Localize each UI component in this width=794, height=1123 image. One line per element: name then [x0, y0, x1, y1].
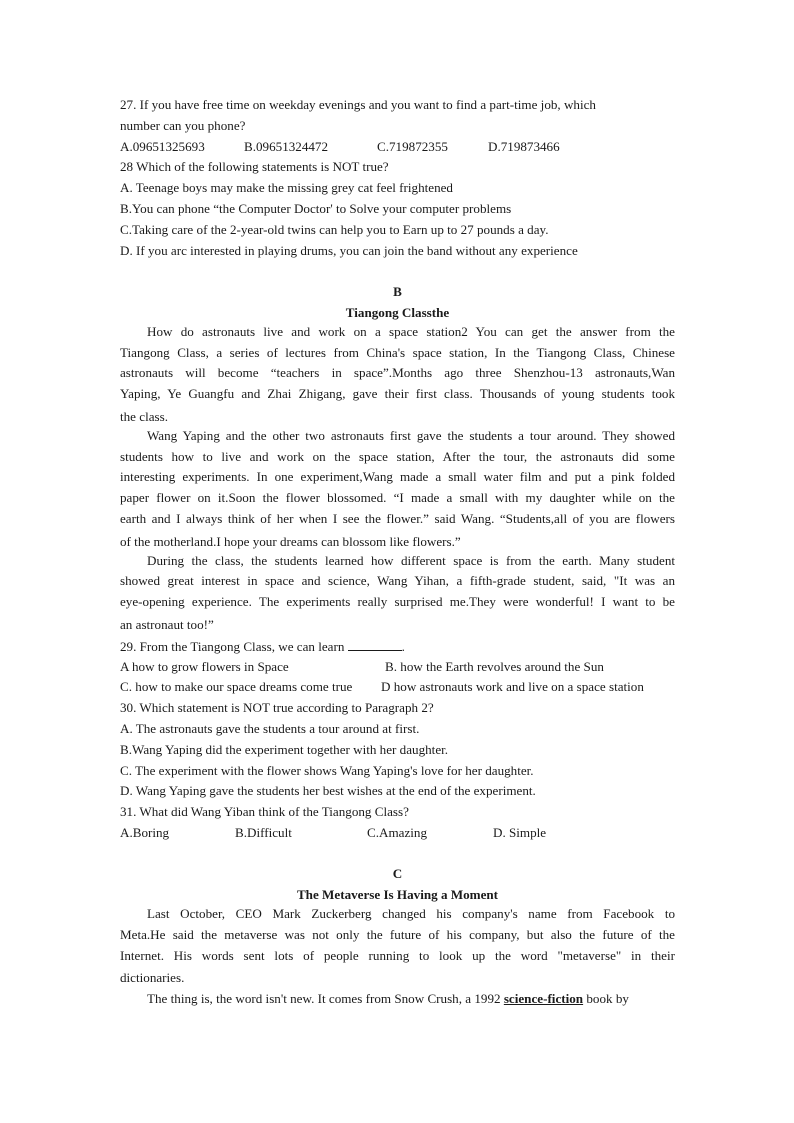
question-28-option-d: D. If you arc interested in playing drums, you can join the band without any experience: [120, 242, 578, 258]
paragraph-line: Tiangong Class, a series of lectures from China's space station, In the Tiangong Class, Chinese: [120, 344, 675, 360]
answer-blank: [348, 636, 402, 651]
paragraph-line: How do astronauts live and work on a space station2 You can get the answer from the: [147, 323, 675, 339]
section-b-letter: B: [393, 284, 402, 300]
question-29-options-row-2: [120, 677, 675, 698]
paragraph-line: showed great interest in space and science, Wang Yihan, a fifth-grade student, said, "It was an: [120, 573, 675, 589]
option-c: C. how to make our space dreams come true: [120, 679, 353, 695]
text-after-highlight: book by: [586, 991, 629, 1007]
paragraph-line: of the motherland.I hope your dreams can blossom like flowers.”: [120, 533, 461, 549]
section-c-paragraph-1: [120, 906, 675, 989]
paragraph-line: students how to live and work on the space station, After the tour, the astronauts did some: [120, 448, 675, 464]
option-b: B. how the Earth revolves around the Sun: [385, 658, 604, 674]
question-29-options-row-1: [120, 657, 675, 678]
question-28-option-a: A. Teenage boys may make the missing grey cat feel frightened: [120, 180, 453, 196]
question-30-option-d: D. Wang Yaping gave the students her best wishes at the end of the experiment.: [120, 783, 536, 799]
section-b-paragraph-1: [120, 324, 675, 428]
option-d: D. Simple: [493, 824, 547, 840]
spacer: [120, 844, 675, 865]
question-28-option-c: C.Taking care of the 2-year-old twins can help you to Earn up to 27 pounds a day.: [120, 221, 549, 237]
option-a: A.Boring: [120, 824, 170, 840]
paragraph-line: astronauts will become “teachers in space”.Months ago three Shenzhou-13 astronauts,Wan: [120, 365, 675, 381]
section-c-letter: C: [392, 866, 403, 882]
question-30-option-a: A. The astronauts gave the students a tour around at first.: [120, 720, 420, 736]
option-c: C.719872355: [377, 138, 448, 154]
section-b-title: Tiangong Classthe: [345, 304, 450, 320]
question-31-options: [120, 823, 675, 844]
option-b: B.09651324472: [244, 138, 329, 154]
paragraph-line: eye-opening experience. The experiments really surprised me.They were wonderful! I want to be: [120, 594, 675, 610]
spacer: [120, 261, 675, 282]
section-b-paragraph-3: [120, 553, 675, 636]
paragraph-line: dictionaries.: [120, 970, 185, 986]
question-30-option-b: B.Wang Yaping did the experiment together with her daughter.: [120, 741, 449, 757]
paragraph-line: the class.: [120, 408, 168, 424]
option-a: A how to grow flowers in Space: [120, 658, 289, 674]
paragraph-line: interesting experiments. In one experiment,Wang made a small water film and put a pink folded: [120, 469, 675, 485]
question-30-option-c: C. The experiment with the flower shows Wang Yaping's love for her daughter.: [120, 762, 534, 778]
section-c-title: The Metaverse Is Having a Moment: [296, 887, 499, 903]
question-27-stem: 27. If you have free time on weekday evenings and you want to find a part-time job, which: [120, 97, 596, 112]
paragraph-line: Internet. His words sent lots of people running to look up the word "metaverse" in their: [120, 947, 675, 963]
option-c: C.Amazing: [367, 824, 428, 840]
paragraph-line: During the class, the students learned how different space is from the earth. Many student: [147, 552, 675, 568]
paragraph-line: Meta.He said the metaverse was not only the future of his company, but also the future of the: [120, 926, 675, 942]
paragraph-line: an astronaut too!”: [120, 616, 214, 632]
paragraph-line: Wang Yaping and the other two astronauts first gave the students a tour around. They showed: [147, 427, 675, 443]
highlighted-term: science-fiction: [503, 991, 584, 1007]
question-29-stem: [120, 636, 675, 657]
question-29-text: 29. From the Tiangong Class, we can learn: [120, 638, 345, 654]
option-b: B.Difficult: [235, 824, 292, 840]
section-b-paragraph-2: [120, 428, 675, 553]
paragraph-line: Yaping, Ye Guangfu and Zhai Zhigang, gave their first class. Thousands of young students took: [120, 386, 675, 402]
option-d: D how astronauts work and live on a space station: [381, 679, 644, 695]
question-28-stem: 28 Which of the following statements is NOT true?: [120, 159, 389, 175]
question-30-stem: 30. Which statement is NOT true according to Paragraph 2?: [120, 700, 434, 716]
question-27-stem-continued: number can you phone?: [120, 117, 246, 133]
paragraph-line: paper flower on it.Soon the flower blossomed. “I made a small with my daughter while on the: [120, 490, 675, 506]
paragraph-line: earth and I always think of her when I see the flower.” said Wang. “Students,all of you are flowers: [120, 510, 675, 526]
question-28-option-b: B.You can phone “the Computer Doctor' to Solve your computer problems: [120, 200, 512, 216]
paragraph-line: Last October, CEO Mark Zuckerberg changed his company's name from Facebook to: [147, 906, 675, 922]
text-before-highlight: The thing is, the word isn't new. It comes from Snow Crush, a 1992: [147, 991, 501, 1007]
question-31-stem: 31. What did Wang Yiban think of the Tiangong Class?: [120, 804, 409, 820]
option-d: D.719873466: [488, 138, 560, 154]
option-a: A.09651325693: [120, 138, 205, 154]
section-c-paragraph-2-line: [120, 989, 675, 1010]
question-29-period: .: [401, 638, 405, 654]
question-27-options: [120, 137, 675, 158]
document-content: [120, 95, 675, 1010]
